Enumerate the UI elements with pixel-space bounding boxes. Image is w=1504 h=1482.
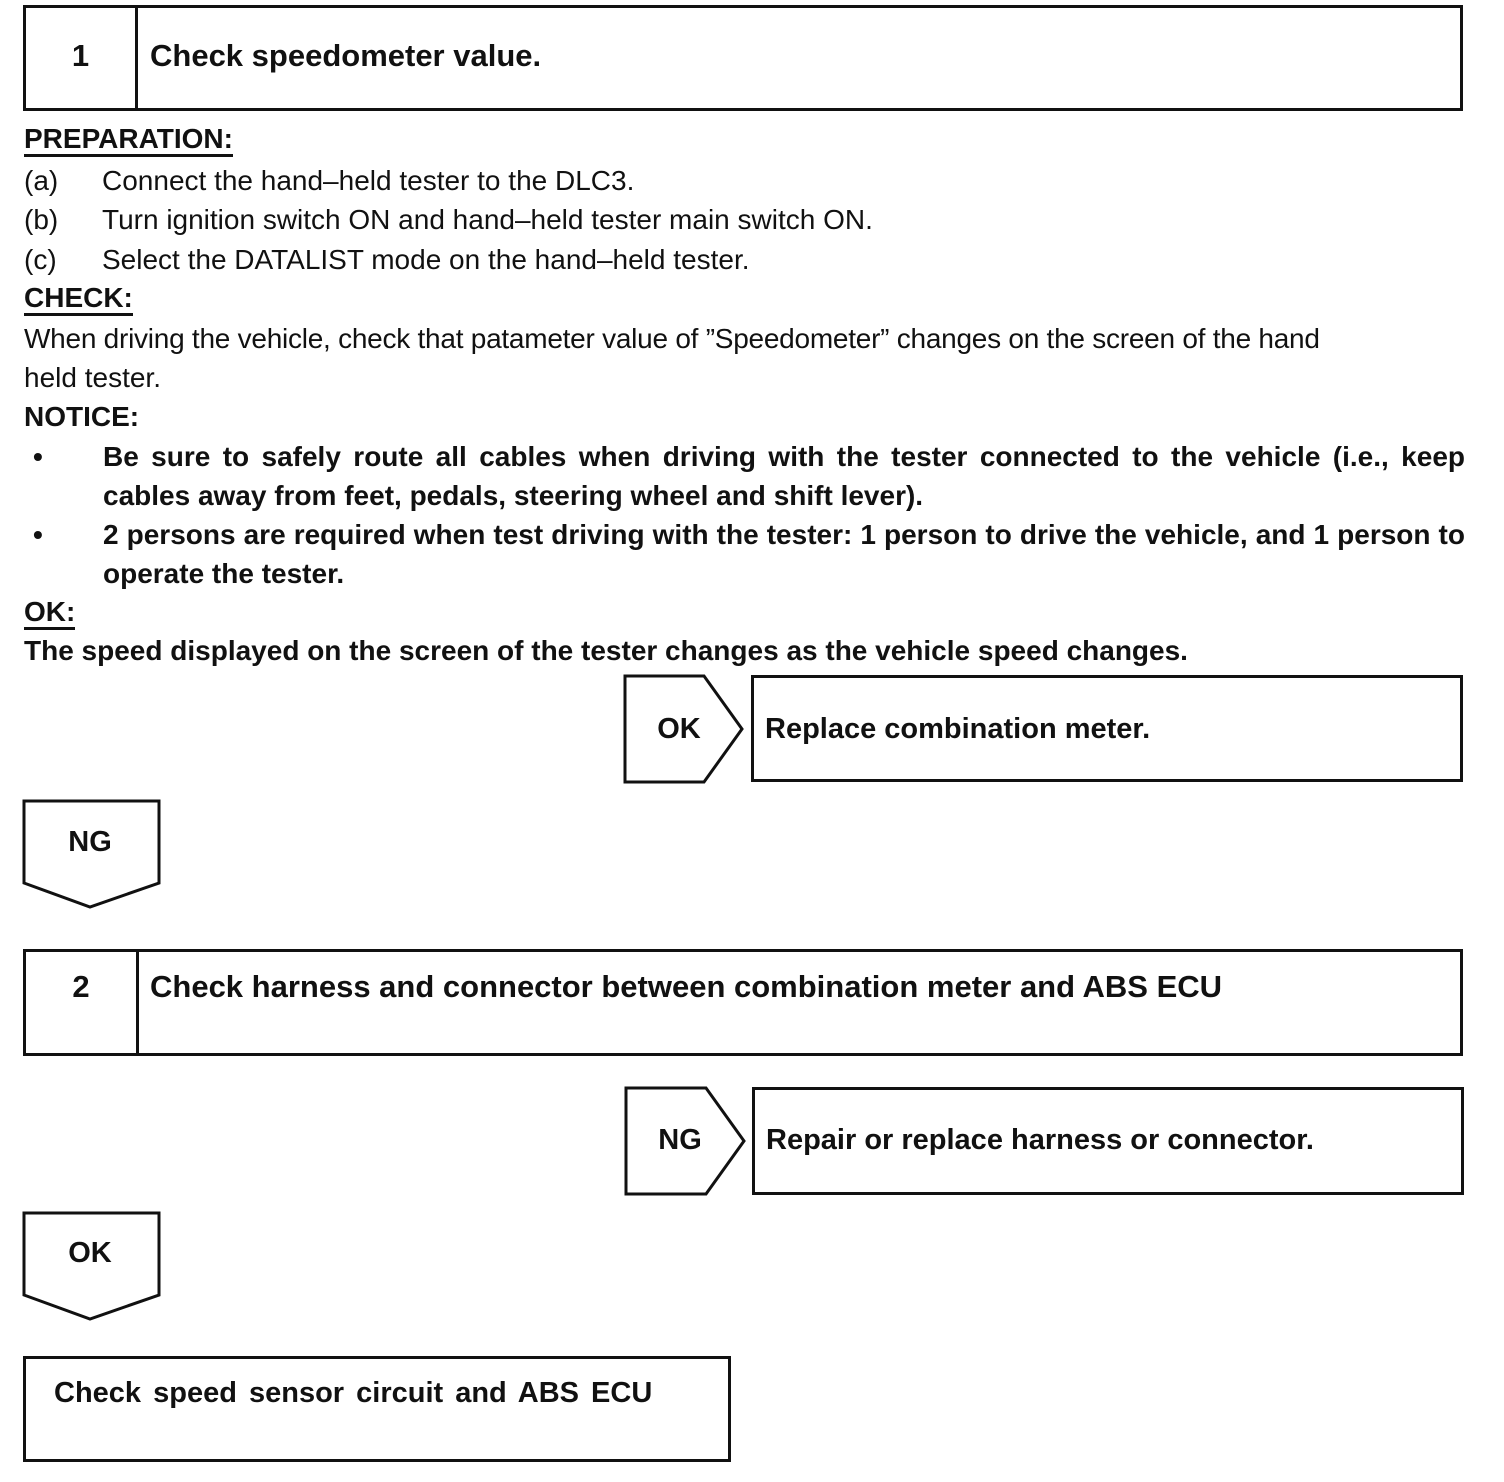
notice-bullet: •: [33, 519, 43, 550]
step-1-ok-result-text: Replace combination meter.: [765, 713, 1151, 745]
ok-spec-text: The speed displayed on the screen of the tester changes as the vehicle speed changes.: [24, 635, 1188, 666]
preparation-item-label: (c): [24, 244, 57, 275]
preparation-item-label: (b): [24, 204, 59, 235]
step-2-number: 2: [72, 969, 90, 1004]
step-1-ok-label: OK: [657, 713, 701, 745]
ok-heading: OK:: [24, 597, 75, 630]
preparation-item-text: Connect the hand–held tester to the DLC3.: [102, 165, 635, 196]
step-1-ng-label: NG: [68, 826, 112, 858]
final-step-text: Check speed sensor circuit and ABS ECU: [54, 1377, 653, 1409]
step-1-title: Check speedometer value.: [150, 38, 542, 73]
check-text-line-1: When driving the vehicle, check that patameter value of ”Speedometer” changes on the screen of the hand: [24, 323, 1320, 354]
check-text-line-2: held tester.: [24, 362, 161, 393]
notice-heading: NOTICE:: [24, 401, 140, 432]
notice-item-2: 2 persons are required when test driving with the tester: 1 person to drive the vehicle, and 1 person to operate the tester.: [103, 519, 1465, 589]
notice-item-1: Be sure to safely route all cables when driving with the tester connected to the vehicle (i.e., keep cables away from feet, pedals, steering wheel and shift lever).: [103, 441, 1465, 511]
preparation-item-text: Select the DATALIST mode on the hand–held tester.: [102, 244, 750, 275]
step-2-ng-label: NG: [658, 1124, 702, 1156]
notice-bullet: •: [33, 441, 43, 472]
step-2-title: Check harness and connector between combination meter and ABS ECU: [150, 969, 1223, 1004]
preparation-heading: PREPARATION:: [24, 124, 233, 157]
preparation-item-label: (a): [24, 165, 59, 196]
preparation-item-text: Turn ignition switch ON and hand–held tester main switch ON.: [102, 204, 873, 235]
check-heading: CHECK:: [24, 283, 133, 316]
step-2-ng-result-text: Repair or replace harness or connector.: [766, 1124, 1314, 1156]
step-2-ok-label: OK: [68, 1237, 112, 1269]
step-1-number: 1: [71, 38, 90, 73]
